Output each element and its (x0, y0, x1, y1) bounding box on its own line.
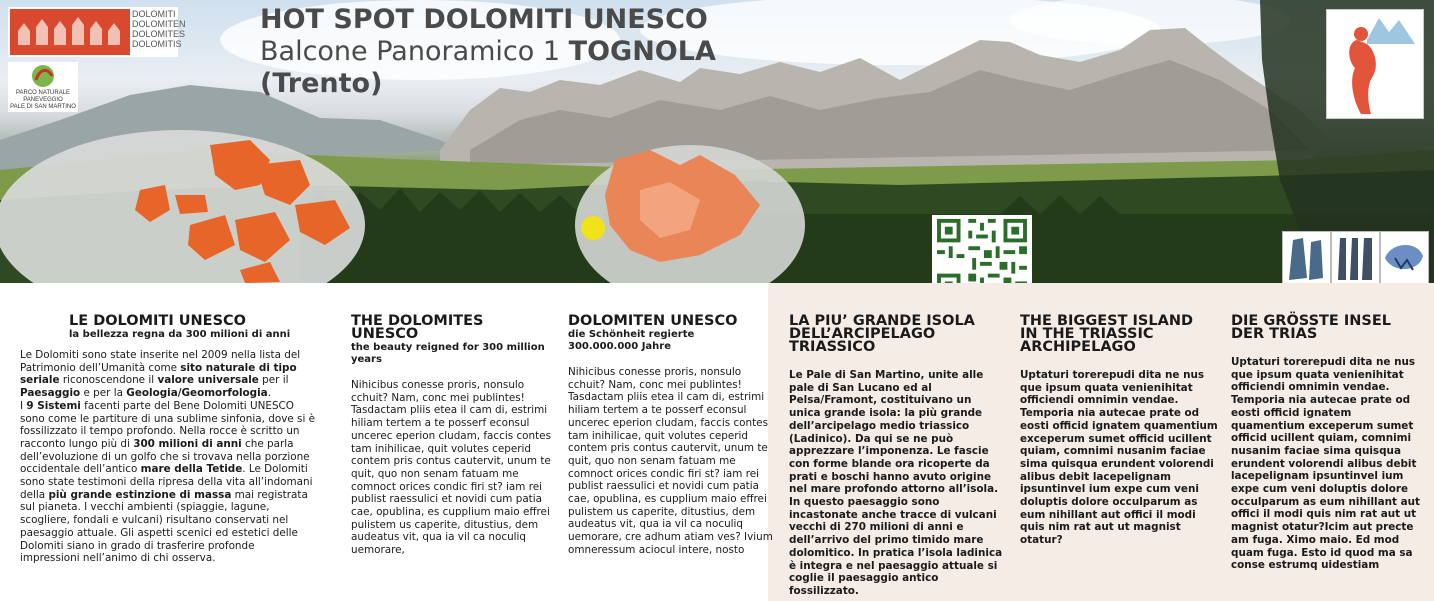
column-english-island (1020, 315, 1222, 547)
park-logo (8, 62, 78, 112)
text-run: mai registrata sul pianeta. I vecchi ambienti (spiaggie, lagune, scogliere, fondali e vulcani) risultano conservati nel paesaggio attuale. Gli aspetti scenici ed estetici delle Dolomiti siano in grado di trasferire profonde impressioni nell’animo di chi osserva. (20, 488, 308, 565)
unesco-line: DOLOMITI (132, 9, 176, 19)
column-heading: LA PIU’ GRANDE ISOLA DELL’ARCIPELAGO TRIASSICO (789, 313, 975, 355)
bold-phrase: Paesaggio (20, 387, 81, 400)
title-line-1: HOT SPOT DOLOMITI UNESCO (260, 4, 708, 35)
column-heading: DIE GRÖSSTE INSEL DER TRIAS (1231, 313, 1391, 342)
panorama-banner (0, 0, 1434, 283)
column-german-island (1231, 315, 1421, 572)
page-title (260, 4, 716, 100)
column-subheading: the beauty reigned for 300 million years (351, 342, 545, 365)
bold-phrase: più grande estinzione di massa (48, 488, 232, 501)
column-heading: THE DOLOMITES UNESCO (351, 313, 484, 342)
text-run: . (267, 387, 272, 400)
column-heading: LE DOLOMITI UNESCO (69, 313, 246, 329)
thumbnail-rock-layers (1331, 231, 1380, 283)
title-line-2-bold: TOGNOLA (568, 36, 716, 67)
title-line-2-prefix: Balcone Panoramico 1 (260, 36, 569, 67)
column-body: Uptaturi torerepudi dita ne nus que ipsum quata venienihitat officiendi omnimin vendae. Temporia nia autecae prate od eosti officid ignatem quamentium exceperum sumet officid ucillent quiam, comnimi nusanim faciae sima quisqua erundent volorendi alibus debit lacepelignam ipsuntinvel ium expe cum veni doluptis dolore occulparum as eum nihillant aut offici il modi quis nim rat aut ut magnist otatur?Icim aut precte am fuga. Ximo maio. Ed mod quam fuga. Esto id quod ma sa conse estrumq uidestiam (1231, 356, 1420, 572)
column-italian-island (789, 315, 1003, 598)
unesco-logo-text (132, 9, 186, 49)
column-body (20, 349, 316, 565)
bold-phrase: valore universale (157, 374, 259, 387)
column-body: Nihicibus conesse proris, nonsulo cchuit? Nam, conc mei publintes! Tasdactam pliis etea il cam di, estrimi hiliam tertem a te posserf econsul uncerec eperion cludam, faccis contes tam inihilicae, quit volutes ceperid contem pris contus cautervit, unum te quit, quo non senam fatuam me comnoct orices condic firi st? iam rei publist raessulici et novidi cum patia cae, opublina, es cupplium maio effrei pulistem us caperite, ditustius, dem audeatus vit, qua ia vil ca noculiq uemorare, (351, 379, 551, 557)
park-line: PANEVEGGIO (23, 97, 63, 103)
thumbnail-strip (1282, 231, 1428, 283)
column-subheading: la bellezza regna da 300 milioni di anni (69, 329, 291, 340)
text-run: . Le Dolomiti sono state testimoni della ripresa della vita all’indomani della (20, 463, 313, 501)
park-line: PARCO NATURALE (15, 90, 71, 96)
park-logo-mark (8, 62, 78, 92)
column-paragraph (20, 349, 316, 400)
park-line: PALE DI SAN MARTINO (10, 104, 76, 110)
column-body: Nihicibus conesse proris, nonsulo cchuit? Nam, conc mei publintes! Tasdactam pliis etea il cam di, estrimi hiliam tertem a te posserf econsul uncerec eperion cludam, faccis contes tam inihilicae, quit volutes ceperid contem pris contus cautervit, unum te quit, quo non senam fatuam me comnoct orices condic firi st? iam rei publist raessulici et novidi cum patia cae, opublina, es cupplium maio effrei pulistem us caperite, ditustius, dem audeatus vit, qua ia vil ca noculiq uemorare, cre adhum atiam ves? Ivium omneressum aciocul intere, nosto (568, 366, 773, 556)
bold-phrase: 300 milioni di anni (133, 437, 242, 450)
text-run: I (20, 399, 27, 412)
text-run: Le Dolomiti sono state inserite nel 2009 nella lista del Patrimonio dell’Umanità come (20, 349, 301, 374)
text-run: riconoscendone il (59, 374, 158, 387)
title-line-2 (260, 36, 716, 68)
column-subheading: die Schönheit regierte 300.000.000 Jahre (568, 329, 695, 352)
text-run: facenti parte del Bene Dolomiti UNESCO sono come le partiture di una sublime sinfonia, dove si è fossilizzato il tempo profondo. Nella rocce è scritto un racconto lungo più di (20, 399, 316, 450)
unesco-line: DOLOMITEN (132, 19, 186, 29)
unesco-line: DOLOMITIS (132, 39, 182, 49)
column-italian (20, 315, 316, 565)
column-german (568, 315, 780, 557)
text-run: per il (258, 374, 289, 387)
unesco-logo (8, 7, 186, 57)
title-line-3: (Trento) (260, 68, 383, 99)
panorama-illustration (0, 0, 1434, 283)
unesco-line: DOLOMITES (132, 29, 186, 39)
thumbnail-rock-strata (1282, 231, 1331, 283)
column-body: Le Pale di San Martino, unite alle pale di San Lucano ed al Pelsa/Framont, costituivano un unica grande isola: la più grande dell’arcipelago medio triassico (Ladinico). Da qui se ne può apprezzare l’imponenza. Le fascie con forme blande ora ricoperte da prati e boschi hanno avuto origine nel mare profondo attorno all’isola. In questo paesaggio sono incastonate anche tracce di vulcani vecchi di 270 milioni di anni e dell’arrivo del primo timido mare dolomitico. In pratica l’isola ladinica è integra e nel paesaggio attuale si coglie il paesaggio antico fossilizzato. (789, 369, 1003, 597)
column-heading: DOLOMITEN UNESCO (568, 313, 738, 329)
column-body: Uptaturi torerepudi dita ne nus que ipsum quata venienihitat officiendi omnimin vendae. Temporia nia autecae prate od eosti officid ignatem quamentium exceperum sumet officid ucillent quiam, comnimi nusanim faciae sima quisqua erundent volorendi alibus debit lacepelignam ipsuntinvel ium expe cum veni doluptis dolore occulparum as eum nihillant aut offici il modi quis nim rat aut ut magnist otatur? (1020, 369, 1218, 547)
text-run: e per la (80, 387, 127, 400)
column-paragraph (20, 400, 316, 565)
location-marker (581, 216, 605, 240)
unesco-logo-mark (10, 9, 130, 55)
qr-code[interactable] (932, 215, 1032, 283)
thumbnail-island-sketch (1380, 231, 1429, 283)
bold-phrase: mare della Tetide (140, 463, 243, 476)
text-run: che parla dell’evoluzione di un golfo che si trovava nella porzione occidentale dell’antico (20, 437, 310, 476)
bold-phrase: sito naturale di tipo seriale (20, 361, 297, 387)
mascot-logo (1326, 9, 1424, 119)
column-english (351, 315, 551, 557)
column-heading: THE BIGGEST ISLAND IN THE TRIASSIC ARCHIPELAGO (1020, 313, 1193, 355)
bold-phrase: Geologia/Geomorfologia (126, 387, 268, 400)
bold-phrase: 9 Sistemi (26, 399, 81, 412)
